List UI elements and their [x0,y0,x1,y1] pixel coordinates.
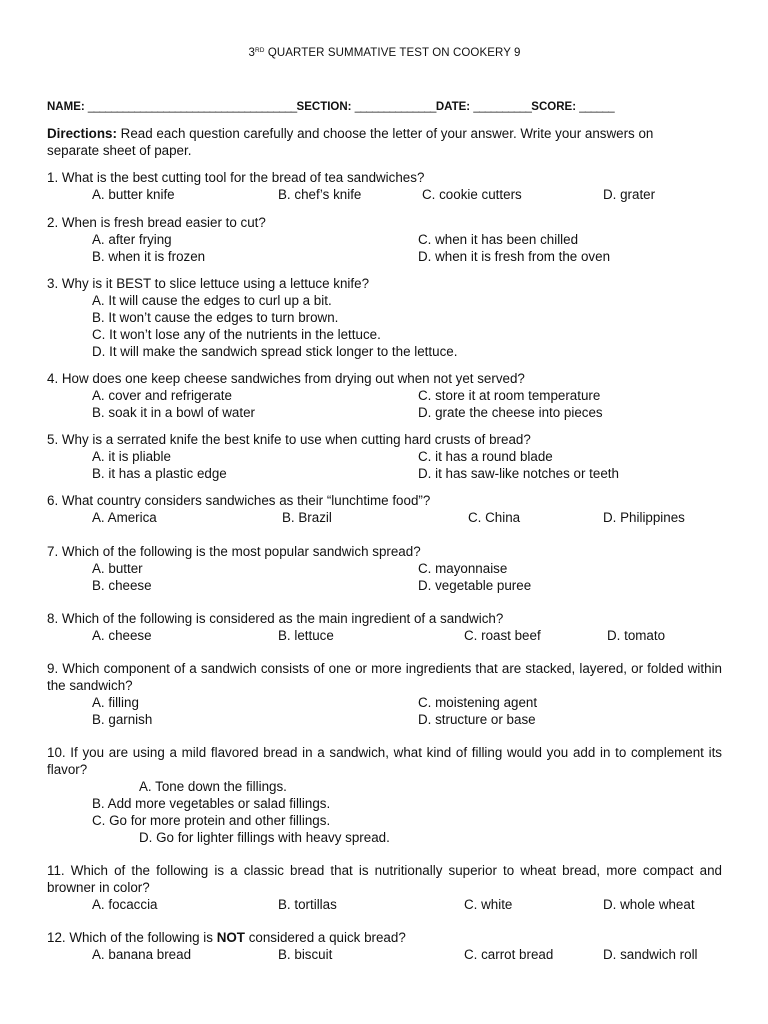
option-a: A. It will cause the edges to curl up a bit. [92,293,332,308]
option-d: D. Philippines [603,510,685,525]
option-c: C. Go for more protein and other fillings. [92,813,331,828]
directions [47,125,707,159]
option-d: D. sandwich roll [603,947,698,962]
option-b: B. garnish [92,712,153,727]
option-a: A. banana bread [92,947,192,962]
student-info-line [47,99,722,116]
option-c: C. China [468,510,521,525]
question-11 [47,862,722,913]
score-blank: ______ [579,101,614,113]
question-stem: 4. How does one keep cheese sandwiches from drying out when not yet served? [47,371,525,386]
option-a: A. filling [92,695,139,710]
option-b: B. biscuit [278,947,333,962]
score-label: SCORE: [531,101,580,113]
question-stem: 6. What country considers sandwiches as their “lunchtime food”? [47,493,431,508]
option-c: C. mayonnaise [418,561,508,576]
option-d: D. when it is fresh from the oven [418,249,611,264]
option-c: C. cookie cutters [422,187,522,202]
option-c: C. moistening agent [418,695,538,710]
directions-label: Directions: [47,126,117,141]
question-1 [47,169,722,203]
question-4 [47,370,722,421]
question-stem: 5. Why is a serrated knife the best knife to use when cutting hard crusts of bread? [47,432,531,447]
date-label: DATE: [435,101,474,113]
option-b: B. Brazil [282,510,332,525]
option-d: D. It will make the sandwich spread stick longer to the lettuce. [92,344,458,359]
option-d: D. grater [603,187,656,202]
option-c: C. when it has been chilled [418,232,579,247]
question-6 [47,492,722,526]
question-stem: 3. Why is it BEST to slice lettuce using a lettuce knife? [47,276,370,291]
option-b: B. tortillas [278,897,337,912]
option-c: C. carrot bread [464,947,554,962]
option-b: B. lettuce [278,628,334,643]
option-b: B. chef’s knife [278,187,362,202]
question-12 [47,929,722,963]
option-a: A. cover and refrigerate [92,388,232,403]
option-d: D. vegetable puree [418,578,532,593]
question-7 [47,543,722,594]
date-blank: __________ [473,101,532,113]
emphasis-not: NOT [216,930,245,945]
option-d: D. Go for lighter fillings with heavy spread. [139,830,390,845]
question-stem: 7. Which of the following is the most popular sandwich spread? [47,544,421,559]
question-stem: 8. Which of the following is considered as the main ingredient of a sandwich? [47,611,504,626]
name-blank: ____________________________________ [87,101,297,113]
option-a: A. focaccia [92,897,158,912]
option-c: C. store it at room temperature [418,388,601,403]
option-b: B. it has a plastic edge [92,466,227,481]
name-label: NAME: [47,101,88,113]
question-10 [47,744,722,846]
question-stem: 10. If you are using a mild flavored bread in a sandwich, what kind of filling would you add in to complement its flavor? [47,745,722,777]
question-9 [47,660,722,728]
question-stem: 1. What is the best cutting tool for the bread of tea sandwiches? [47,170,425,185]
option-b: B. Add more vegetables or salad fillings. [92,796,331,811]
question-stem: 9. Which component of a sandwich consists of one or more ingredients that are stacked, layered, or folded within the sandwich? [47,661,722,693]
question-stem: 11. Which of the following is a classic bread that is nutritionally superior to wheat bread, more compact and browner in color? [47,863,722,895]
option-b: B. when it is frozen [92,249,206,264]
option-c: C. it has a round blade [418,449,553,464]
page-title: 3RD QUARTER SUMMATIVE TEST ON COOKERY 9 [248,47,521,59]
section-label: SECTION: [296,101,355,113]
option-d: D. tomato [607,628,666,643]
option-d: D. grate the cheese into pieces [418,405,603,420]
question-5 [47,431,722,482]
option-a: A. America [92,510,157,525]
option-a: A. it is pliable [92,449,171,464]
option-d: D. it has saw-like notches or teeth [418,466,619,481]
option-a: A. butter [92,561,143,576]
question-2 [47,214,722,265]
question-stem: 2. When is fresh bread easier to cut? [47,215,266,230]
option-c: C. roast beef [464,628,541,643]
option-a: A. Tone down the fillings. [139,779,287,794]
option-c: C. white [464,897,513,912]
question-3 [47,275,722,360]
option-b: B. cheese [92,578,152,593]
option-b: B. soak it in a bowl of water [92,405,255,420]
option-d: D. structure or base [418,712,536,727]
option-a: A. after frying [92,232,172,247]
option-b: B. It won’t cause the edges to turn brown. [92,310,339,325]
directions-text: Read each question carefully and choose the letter of your answer. Write your answers on separate sheet of paper. [47,126,654,158]
option-a: A. butter knife [92,187,175,202]
option-c: C. It won’t lose any of the nutrients in the lettuce. [92,327,381,342]
question-stem: 12. Which of the following is NOT considered a quick bread? [47,930,406,945]
option-d: D. whole wheat [603,897,695,912]
section-blank: ______________ [354,101,436,113]
option-a: A. cheese [92,628,152,643]
question-8 [47,610,722,644]
